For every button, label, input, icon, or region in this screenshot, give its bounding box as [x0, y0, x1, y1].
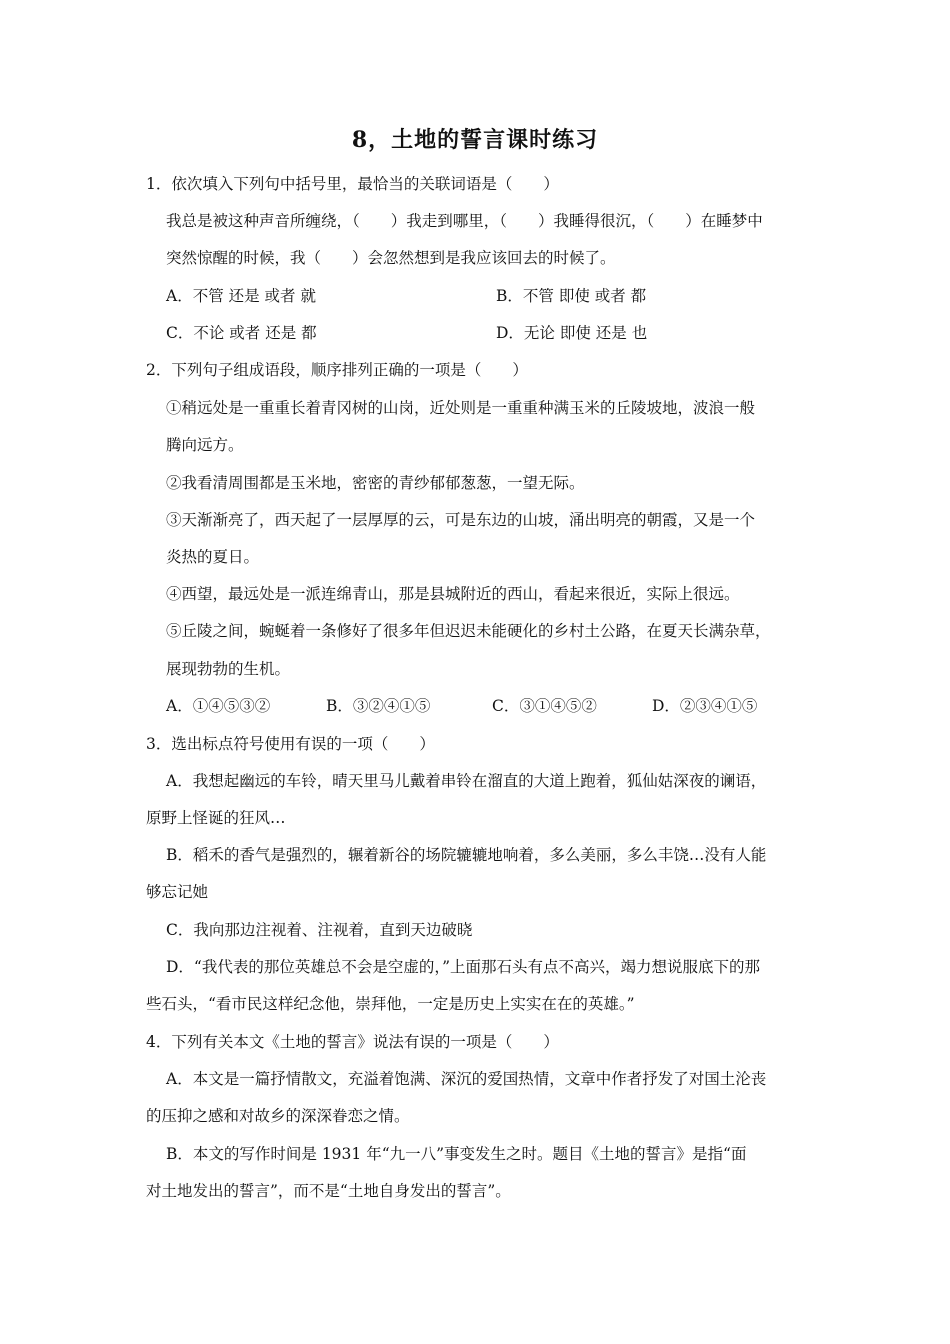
question-2-options — [166, 694, 757, 718]
question-2-sentence-2: ②我看清周围都是玉米地，密密的青纱郁郁葱葱，一望无际。 — [166, 474, 585, 492]
question-2-option-a: A．①④⑤③② — [166, 697, 271, 715]
question-1-option-c: C．不论 或者 还是 都 — [166, 324, 317, 342]
question-1-option-d: D．无论 即使 还是 也 — [496, 324, 648, 342]
question-3-option-d-line-1: D．“我代表的那位英雄总不会是空虚的，”上面那石头有点不高兴，竭力想说服底下的那 — [166, 958, 761, 976]
question-3-option-a-line-1: A．我想起幽远的车铃，晴天里马儿戴着串铃在溜直的大道上跑着，狐仙姑深夜的谰语， — [166, 772, 767, 790]
question-2-sentence-1-line-2: 腾向远方。 — [166, 436, 244, 454]
question-1-option-b: B．不管 即使 或者 都 — [496, 287, 647, 305]
question-2-stem: 2．下列句子组成语段，顺序排列正确的一项是（ ） — [146, 361, 528, 379]
question-4-option-a-line-2: 的压抑之感和对故乡的深深眷恋之情。 — [146, 1107, 410, 1125]
question-1-text-line-2: 突然惊醒的时候，我（ ）会忽然想到是我应该回去的时候了。 — [166, 249, 616, 267]
question-4-option-a-line-1: A．本文是一篇抒情散文，充溢着饱满、深沉的爱国热情，文章中作者抒发了对国土沦丧 — [166, 1070, 767, 1088]
question-2-sentence-5-line-1: ⑤丘陵之间，蜿蜒着一条修好了很多年但迟迟未能硬化的乡村土公路，在夏天长满杂草， — [166, 622, 771, 640]
question-4-option-b-line-2: 对土地发出的誓言”，而不是“土地自身发出的誓言”。 — [146, 1182, 511, 1200]
question-3-stem: 3．选出标点符号使用有误的一项（ ） — [146, 735, 435, 753]
question-1-option-a: A．不管 还是 或者 就 — [166, 287, 316, 305]
question-2-option-d: D．②③④①⑤ — [652, 697, 758, 715]
question-3-option-d-line-2: 些石头，“看市民这样纪念他，崇拜他，一定是历史上实实在在的英雄。” — [146, 995, 635, 1013]
page-title: 8，土地的誓言课时练习 — [351, 127, 599, 153]
question-4-stem: 4．下列有关本文《土地的誓言》说法有误的一项是（ ） — [146, 1033, 559, 1051]
question-3-option-c: C．我向那边注视着、注视着，直到天边破晓 — [166, 921, 473, 939]
question-3-option-b-line-2: 够忘记她 — [146, 883, 209, 901]
question-4-option-b-line-1: B．本文的写作时间是 1931 年“九一八”事变发生之时。题目《土地的誓言》是指“面 — [166, 1145, 747, 1163]
question-2-sentence-3-line-2: 炎热的夏日。 — [166, 548, 260, 566]
question-2-sentence-1-line-1: ①稍远处是一重重长着青冈树的山岗，近处则是一重重种满玉米的丘陵坡地，波浪一般 — [166, 399, 756, 417]
question-2-sentence-5-line-2: 展现勃勃的生机。 — [166, 660, 291, 678]
question-1-stem: 1．依次填入下列句中括号里，最恰当的关联词语是（ ） — [146, 175, 559, 193]
question-2-sentence-4: ④西望，最远处是一派连绵青山，那是县城附近的西山，看起来很近，实际上很远。 — [166, 585, 740, 603]
question-3-option-b-line-1: B．稻禾的香气是强烈的，辗着新谷的场院辘辘地响着，多么美丽，多么丰饶…没有人能 — [166, 846, 767, 864]
question-3-option-a-line-2: 原野上怪诞的狂风… — [146, 809, 286, 827]
question-2-option-c: C．③①④⑤② — [492, 697, 597, 715]
question-2-option-b: B．③②④①⑤ — [326, 697, 431, 715]
question-1-text-line-1: 我总是被这种声音所缠绕，（ ）我走到哪里，（ ）我睡得很沉，（ ）在睡梦中 — [166, 212, 763, 230]
question-2-sentence-3-line-1: ③天渐渐亮了，西天起了一层厚厚的云，可是东边的山坡，涌出明亮的朝霞，又是一个 — [166, 511, 756, 529]
